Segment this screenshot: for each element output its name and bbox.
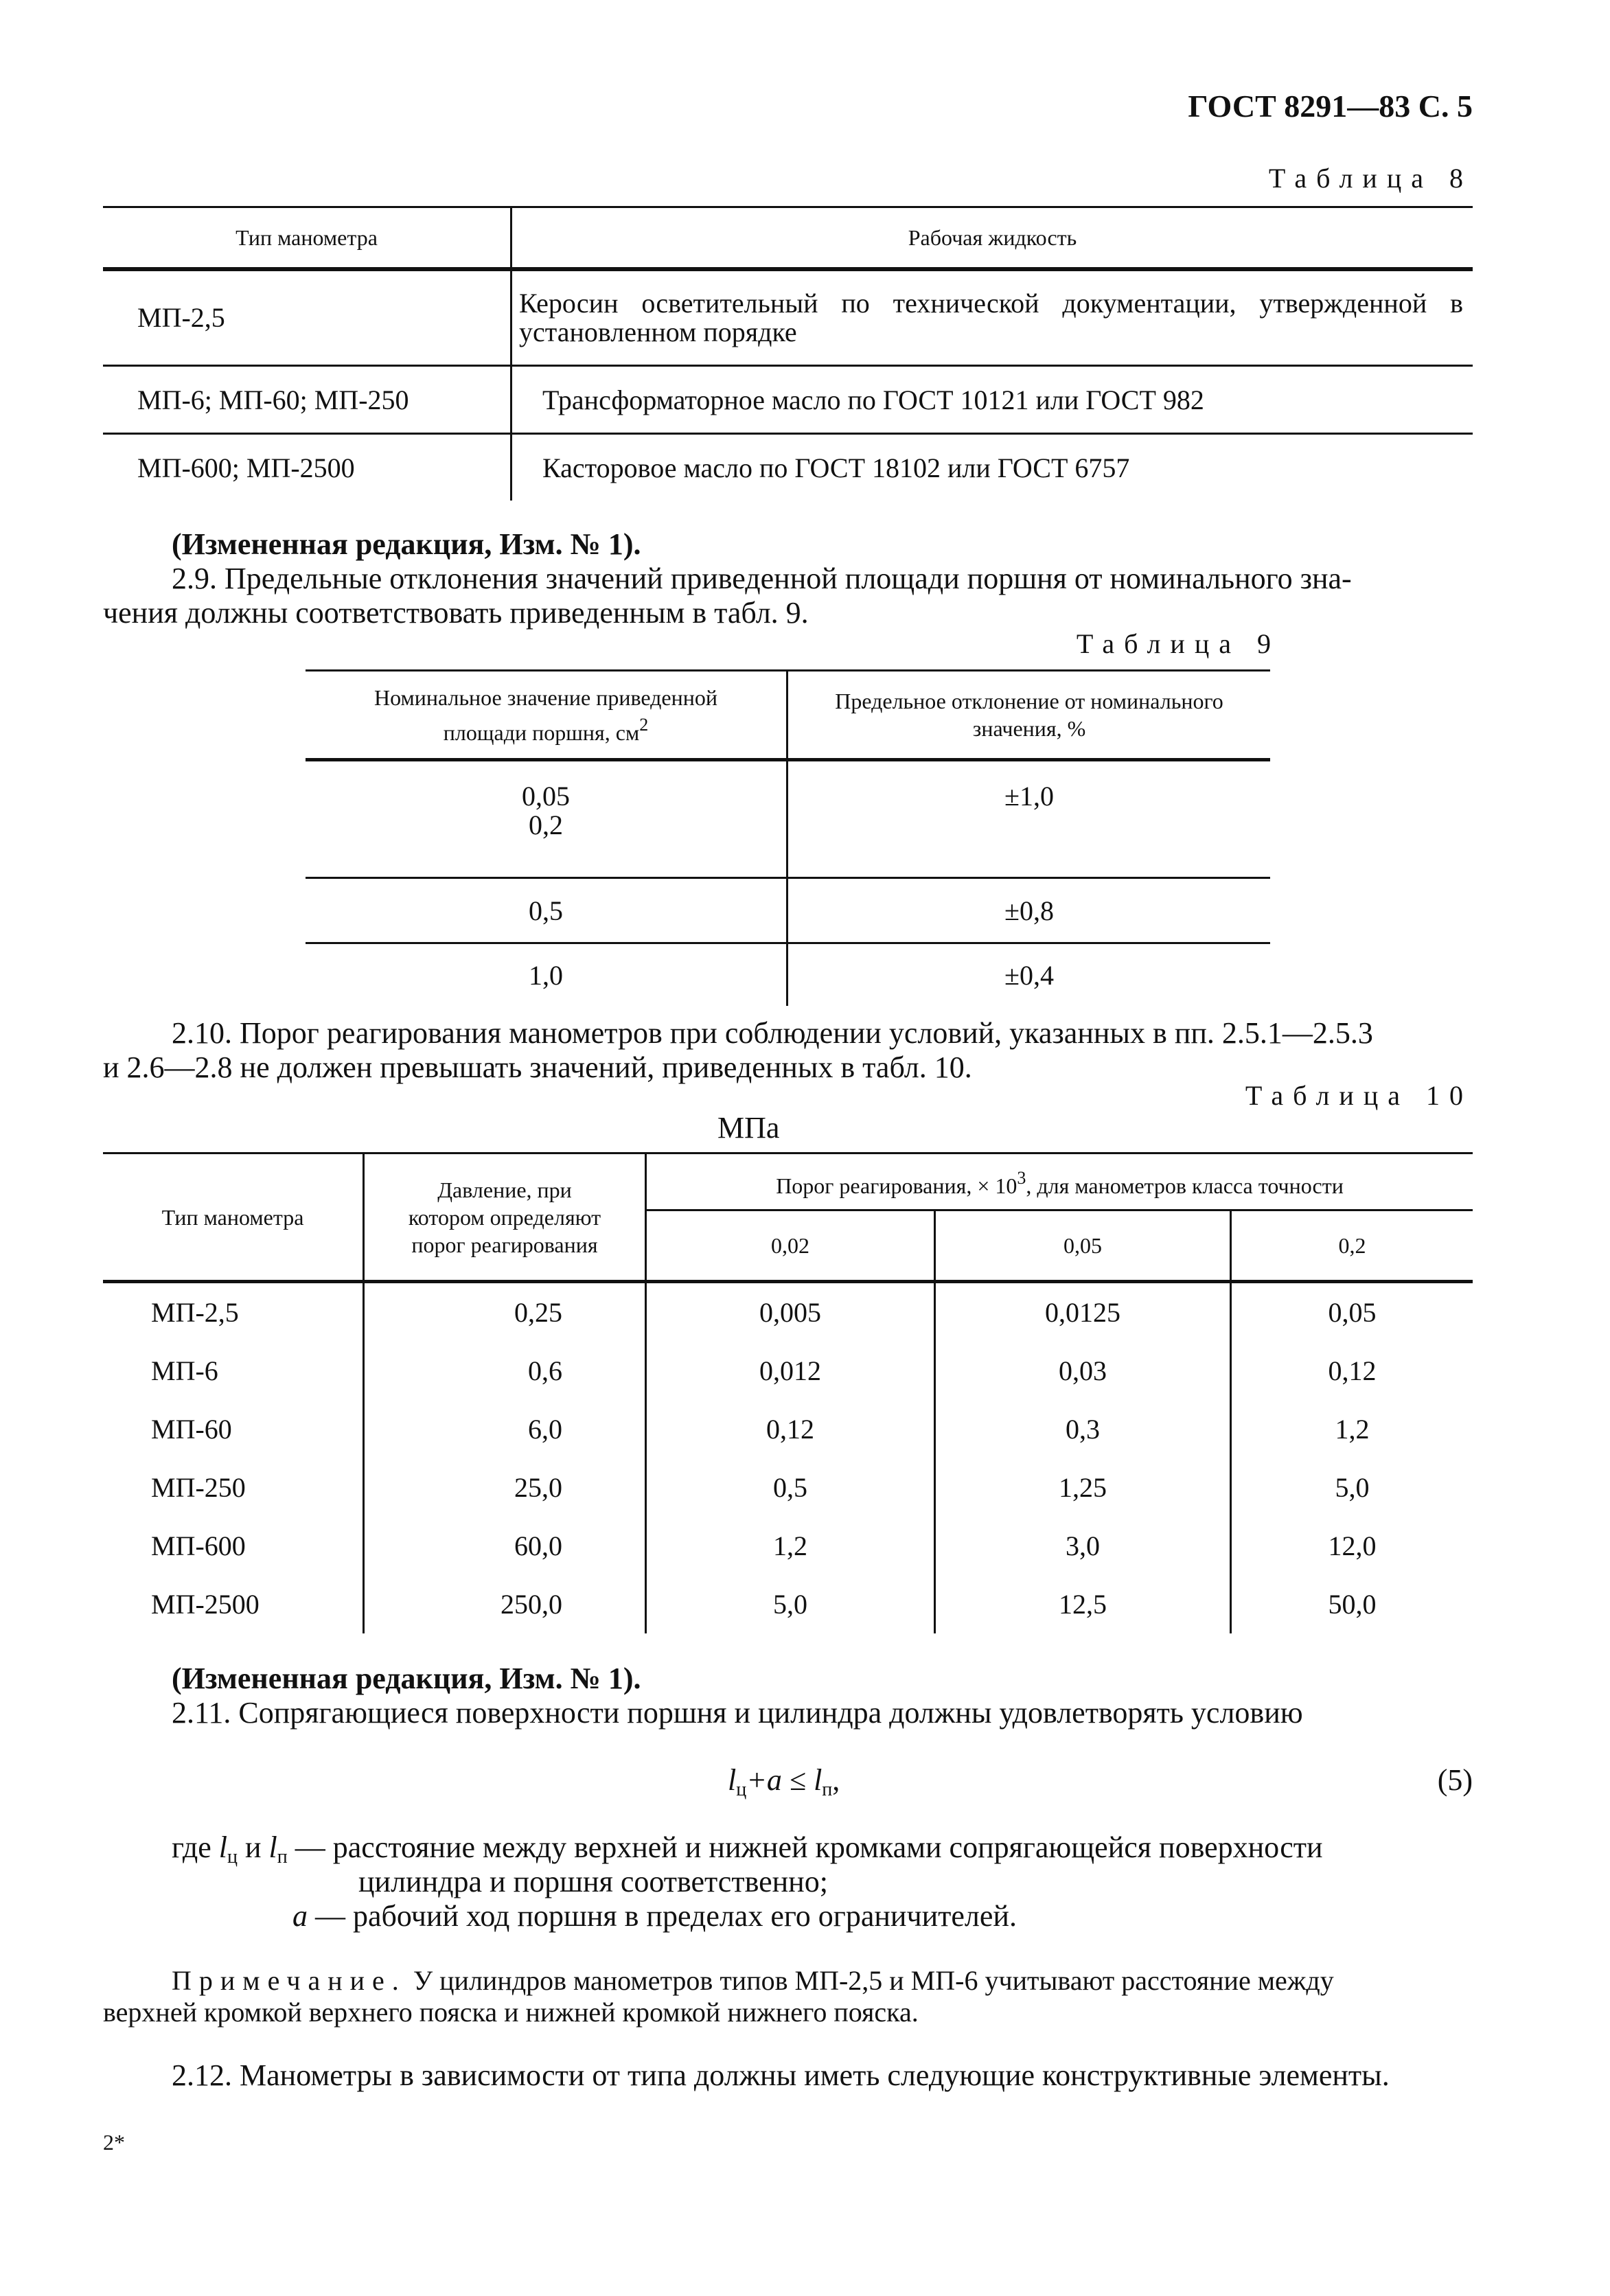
table-8-caption: Таблица 8 — [1268, 163, 1473, 194]
page-footer-mark: 2* — [103, 2130, 125, 2155]
paragraph-2-9-line-1: 2.9. Предельные отклонения значений приведенной площади поршня от номинального зна- — [172, 562, 1352, 595]
cell-type: МП-2,5 — [103, 269, 511, 366]
col-header-class: 0,2 — [1231, 1210, 1473, 1282]
paragraph-2-12: 2.12. Манометры в зависимости от типа должны иметь следующие конструктивные элементы. — [172, 2058, 1390, 2092]
cell-value: 0,12 — [1328, 1355, 1377, 1386]
table-header-row — [306, 671, 1270, 760]
cell-deviation: ±0,8 — [787, 878, 1271, 943]
table-9-caption: Таблица 9 — [1076, 628, 1280, 659]
table-row — [103, 366, 1473, 434]
cell-type: МП-2500 — [103, 1575, 364, 1633]
table-row — [103, 1575, 1473, 1633]
cell-value: 0,012 — [646, 1342, 935, 1400]
col-header-class: 0,02 — [646, 1210, 935, 1282]
cell-value: 12,0 — [1328, 1530, 1377, 1561]
cell-type: МП-2,5 — [103, 1282, 364, 1342]
table-header-row — [103, 1153, 1473, 1210]
cell-value: 0,3 — [935, 1400, 1231, 1458]
cell-pressure: 0,25 — [364, 1282, 646, 1342]
cell-value: 12,5 — [935, 1575, 1231, 1633]
cell-fluid: Трансформаторное масло по ГОСТ 10121 или ГОСТ 982 — [511, 366, 1473, 434]
col-header-threshold: Порог реагирования, × $10^3$, для манометров класса точности — [646, 1153, 1473, 1210]
table-row — [103, 1342, 1473, 1400]
table-8 — [103, 206, 1473, 501]
table-row — [103, 1282, 1473, 1342]
table-9 — [306, 669, 1270, 1006]
col-header-fluid: Рабочая жидкость — [511, 207, 1473, 270]
table-row — [306, 878, 1270, 943]
col-header-pressure: Давление, при котором определяют порог реагирования — [364, 1153, 646, 1282]
table-row — [306, 943, 1270, 1007]
cell-value: 0,12 — [646, 1400, 935, 1458]
table-row — [103, 269, 1473, 366]
amendment-note-1: (Измененная редакция, Изм. № 1). — [172, 527, 641, 561]
cell-value: 0,05 — [1328, 1297, 1377, 1328]
paragraph-2-11: 2.11. Сопрягающиеся поверхности поршня и цилиндра должны удовлетворять условию — [172, 1696, 1303, 1730]
col-header-class: 0,05 — [935, 1210, 1231, 1282]
cell-area: 0,05 0,2 — [306, 760, 787, 878]
cell-type: МП-6; МП-60; МП-250 — [103, 366, 511, 434]
cell-value: 0,0125 — [935, 1282, 1231, 1342]
table-row — [103, 1400, 1473, 1458]
paragraph-2-10-line-2: и 2.6—2.8 не должен превышать значений, приведенных в табл. 10. — [103, 1051, 972, 1084]
col-header-type: Тип манометра — [103, 1153, 364, 1282]
cell-value: 0,5 — [646, 1458, 935, 1517]
cell-type: МП-250 — [103, 1458, 364, 1517]
cell-type: МП-6 — [103, 1342, 364, 1400]
cell-pressure: 250,0 — [364, 1575, 646, 1633]
cell-type: МП-60 — [103, 1400, 364, 1458]
cell-deviation: ±1,0 — [787, 760, 1271, 878]
cell-area: 0,5 — [306, 878, 787, 943]
col-header-deviation: Предельное отклонение от номинального значения, % — [787, 671, 1271, 760]
table-row — [306, 760, 1270, 878]
cell-area: 1,0 — [306, 943, 787, 1007]
table-row — [103, 434, 1473, 501]
cell-value: 5,0 — [1335, 1472, 1370, 1503]
paragraph-2-9-line-2: чения должны соответствовать приведенным в табл. 9. — [103, 596, 809, 630]
formula-explanation-a: a — рабочий ход поршня в пределах его ограничителей. — [292, 1899, 1017, 1933]
table-10-caption: Таблица 10 — [1245, 1080, 1473, 1111]
formula-explanation: где $l_ц$ и $l_п$ — расстояние между верхней и нижней кромками сопрягающейся поверхности — [172, 1830, 1323, 1868]
cell-value: 1,2 — [1335, 1414, 1370, 1445]
cell-fluid: Керосин осветительный по технической документации, утвержденной в установленном порядке — [511, 269, 1473, 366]
table-row — [103, 1458, 1473, 1517]
cell-value: 1,2 — [646, 1517, 935, 1575]
cell-type: МП-600; МП-2500 — [103, 434, 511, 501]
amendment-note-2: (Измененная редакция, Изм. № 1). — [172, 1662, 641, 1695]
cell-value: 3,0 — [935, 1517, 1231, 1575]
table-row — [103, 1517, 1473, 1575]
formula-5: $l_ц+a \le l_п$, — [728, 1763, 840, 1800]
cell-value: 5,0 — [646, 1575, 935, 1633]
cell-value: 0,03 — [935, 1342, 1231, 1400]
formula-explanation-cont: цилиндра и поршня соответственно; — [358, 1865, 828, 1898]
cell-pressure: 60,0 — [364, 1517, 646, 1575]
cell-pressure: 6,0 — [364, 1400, 646, 1458]
cell-value: 0,005 — [646, 1282, 935, 1342]
cell-pressure: 25,0 — [364, 1458, 646, 1517]
cell-pressure: 0,6 — [364, 1342, 646, 1400]
note-line-1: Примечание. У цилиндров манометров типов МП-2,5 и МП-6 учитывают расстояние между — [172, 1965, 1334, 1996]
cell-value: 1,25 — [935, 1458, 1231, 1517]
table-10 — [103, 1152, 1473, 1633]
paragraph-2-10-line-1: 2.10. Порог реагирования манометров при соблюдении условий, указанных в пп. 2.5.1—2.5.3 — [172, 1016, 1373, 1050]
cell-fluid: Касторовое масло по ГОСТ 18102 или ГОСТ 6757 — [542, 452, 1130, 483]
col-header-nominal-area: Номинальное значение приведенной площади поршня, $см^2$ — [306, 671, 787, 760]
table-10-unit: МПа — [717, 1111, 780, 1145]
cell-type: МП-600 — [103, 1517, 364, 1575]
formula-number: (5) — [1437, 1763, 1473, 1797]
cell-deviation: ±0,4 — [1004, 959, 1054, 991]
page-header: ГОСТ 8291—83 С. 5 — [1188, 89, 1473, 124]
note-line-2: верхней кромкой верхнего пояска и нижней кромкой нижнего пояска. — [103, 1997, 919, 2028]
col-header-type: Тип манометра — [103, 207, 511, 270]
table-header-row — [103, 207, 1473, 270]
cell-value: 50,0 — [1328, 1589, 1377, 1620]
